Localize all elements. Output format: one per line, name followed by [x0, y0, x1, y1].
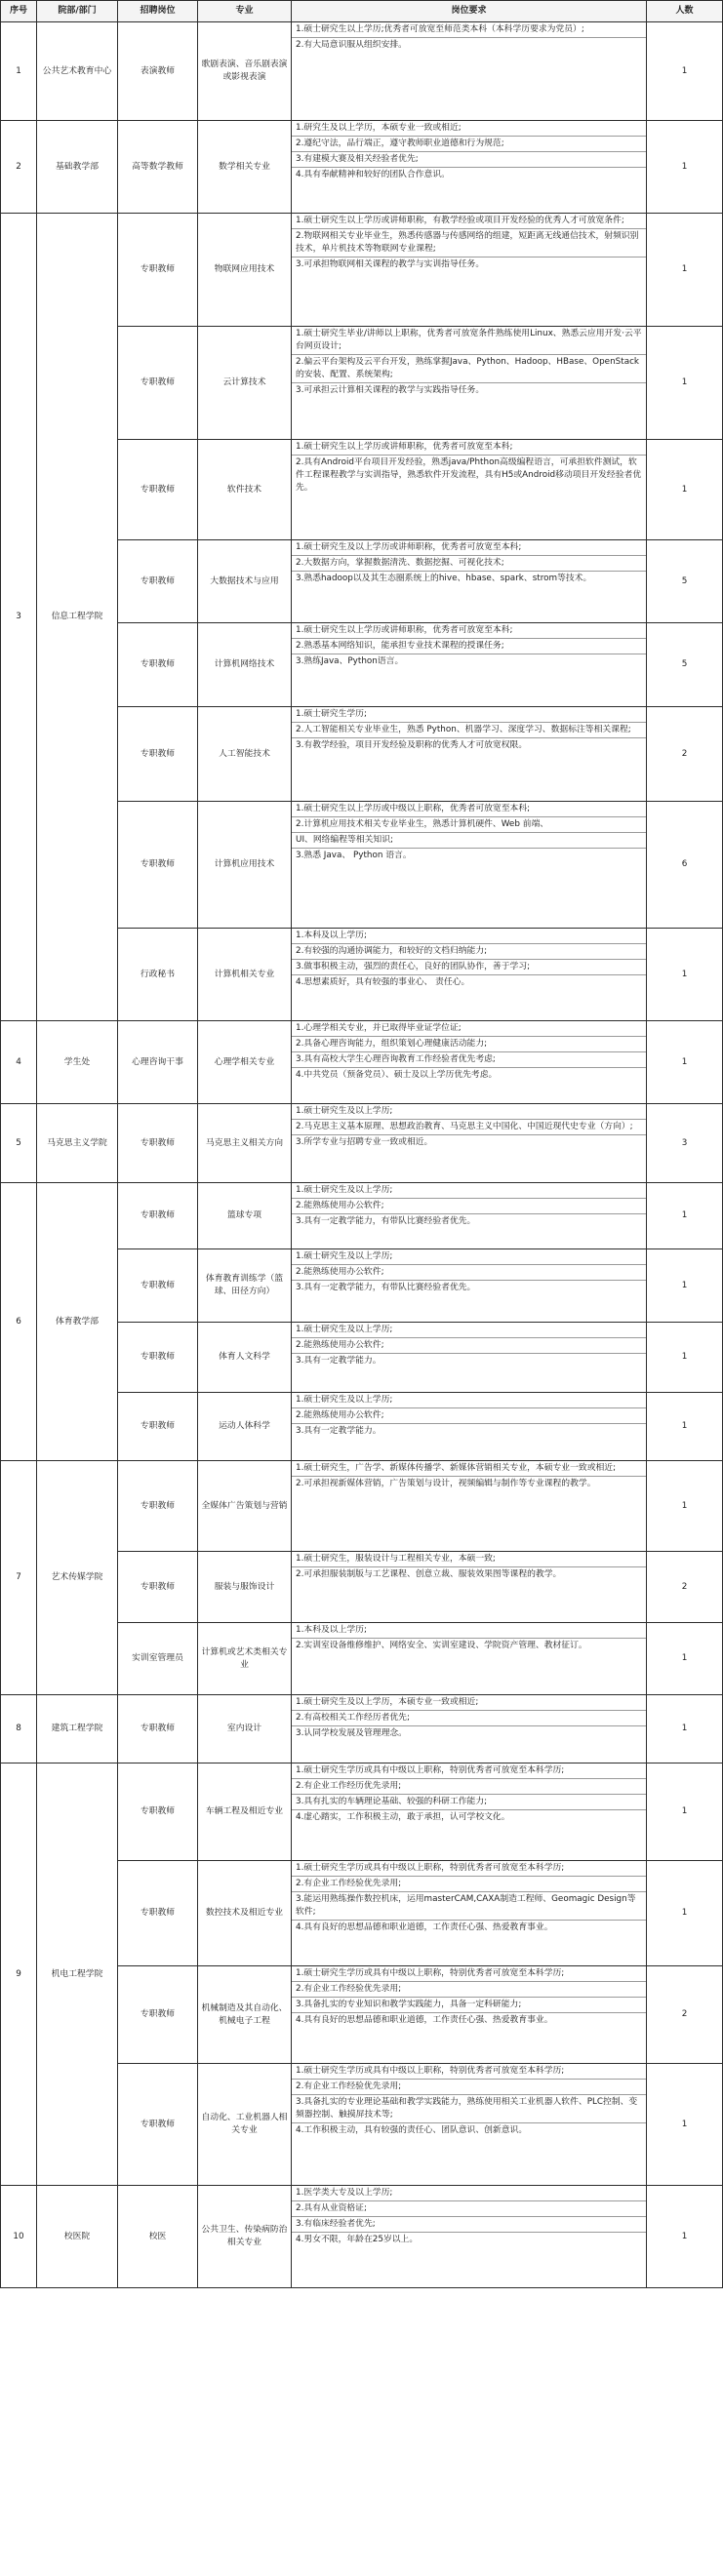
cell-post: 专职教师	[118, 214, 198, 327]
cell-requirements	[292, 214, 647, 327]
cell-post: 专职教师	[118, 1249, 198, 1323]
cell-post: 专职教师	[118, 1764, 198, 1861]
cell-major: 运动人体科学	[198, 1393, 292, 1461]
cell-major: 自动化、工业机器人相关专业	[198, 2064, 292, 2186]
requirement-line: 1.硕士研究生及以上学历;	[292, 1183, 646, 1199]
requirement-line: 1.研究生及以上学历，本硕专业一致或相近;	[292, 121, 646, 137]
requirement-line: 2.有企业工作经历优先录用;	[292, 1779, 646, 1795]
cell-no: 6	[1, 1183, 37, 1461]
cell-major: 马克思主义相关方向	[198, 1104, 292, 1183]
requirement-line: 1.硕士研究生毕业/讲师以上职称，优秀者可放宽条件熟练使用Linux、熟悉云应用开发·云平台网页设计;	[292, 327, 646, 355]
requirement-line: 2.实训室设备维修维护、网络安全、实训室建设、学院资产管理、教材征订。	[296, 1641, 587, 1650]
cell-requirements	[292, 440, 647, 540]
requirement-line: 2.能熟练使用办公软件;	[292, 1408, 646, 1424]
cell-count: 1	[647, 2064, 723, 2186]
requirement-line: 1.硕士研究生学历或具有中级以上职称，特别优秀者可放宽至本科学历;	[292, 1764, 646, 1779]
table-row	[1, 2186, 723, 2288]
cell-no: 2	[1, 121, 37, 214]
requirement-line: 4.男女不限，年龄在25岁以上。	[296, 2235, 419, 2244]
cell-count: 3	[647, 1104, 723, 1183]
requirement-line: UI、网络编程等相关知识;	[292, 833, 646, 849]
requirement-line: 4.中共党员（预备党员）、硕士及以上学历优先考虑。	[296, 1070, 498, 1080]
cell-post: 高等数学教师	[118, 121, 198, 214]
cell-major: 全媒体广告策划与营销	[198, 1461, 292, 1552]
cell-requirements	[292, 1393, 647, 1461]
cell-count: 1	[647, 214, 723, 327]
requirement-line: 2.偏云平台架构及云平台开发，熟练掌握Java、Python、Hadoop、HBase、OpenStack的安装、配置、系统架构;	[292, 355, 646, 383]
requirement-line: 2.具有从业资格证;	[292, 2201, 646, 2217]
requirement-line: 4.思想素质好，具有较强的事业心、 责任心。	[296, 977, 470, 987]
cell-department: 机电工程学院	[37, 1764, 118, 2186]
cell-requirements	[292, 1966, 647, 2064]
cell-requirements	[292, 623, 647, 707]
cell-count: 1	[647, 929, 723, 1021]
table-row	[1, 121, 723, 214]
header-requirements: 岗位要求	[292, 1, 647, 22]
cell-post: 校医	[118, 2186, 198, 2288]
cell-department: 信息工程学院	[37, 214, 118, 1021]
requirement-line: 1.硕士研究生以上学历;优秀者可放宽至师范类本科（本科学历要求为党员）;	[292, 22, 646, 38]
requirement-line: 2.计算机应用技术相关专业毕业生，熟悉计算机硬件、Web 前端、	[292, 817, 646, 833]
cell-count: 1	[647, 1021, 723, 1104]
cell-count: 2	[647, 1552, 723, 1623]
cell-requirements	[292, 327, 647, 440]
requirement-line: 3.认同学校发展及管理理念。	[296, 1728, 407, 1738]
cell-count: 1	[647, 1861, 723, 1966]
cell-count: 1	[647, 1393, 723, 1461]
table-row	[1, 1695, 723, 1764]
cell-no: 10	[1, 2186, 37, 2288]
cell-requirements	[292, 1861, 647, 1966]
requirement-line: 3.所学专业与招聘专业一致或相近。	[296, 1137, 433, 1147]
requirement-line: 1.硕士研究生学历;	[292, 707, 646, 723]
requirement-line: 3.具备扎实的专业理论基础和教学实践能力，熟练使用相关工业机器人软件、PLC控制、变频器控制、触摸屏技术等;	[292, 2095, 646, 2123]
cell-count: 1	[647, 1249, 723, 1323]
cell-post: 实训室管理员	[118, 1623, 198, 1695]
cell-count: 1	[647, 1623, 723, 1695]
cell-requirements	[292, 707, 647, 802]
cell-count: 1	[647, 2186, 723, 2288]
cell-count: 1	[647, 1183, 723, 1249]
requirement-line: 1.硕士研究生以上学历或中级以上职称，优秀者可放宽至本科;	[292, 802, 646, 817]
cell-post: 专职教师	[118, 802, 198, 929]
requirement-line: 1.硕士研究生学历或具有中级以上职称，特别优秀者可放宽至本科学历;	[292, 1861, 646, 1877]
cell-post: 专职教师	[118, 1104, 198, 1183]
requirement-line: 3.具有一定教学能力。	[296, 1426, 382, 1436]
requirement-line: 3.具备扎实的专业知识和教学实践能力，具备一定科研能力;	[292, 1998, 646, 2013]
requirement-line: 2.遵纪守法，品行端正，遵守教师职业道德和行为规范;	[292, 137, 646, 152]
requirement-line: 4.具有良好的思想品德和职业道德，工作责任心强、热爱教育事业。	[296, 1922, 553, 1932]
requirement-line: 1.硕士研究生及以上学历;	[292, 1249, 646, 1265]
requirement-line: 2.有大局意识服从组织安排。	[296, 40, 407, 50]
requirement-line: 1.硕士研究生及以上学历，本硕专业一致或相近;	[292, 1695, 646, 1711]
cell-requirements	[292, 2064, 647, 2186]
table-row	[1, 214, 723, 327]
cell-requirements	[292, 22, 647, 121]
cell-post: 行政秘书	[118, 929, 198, 1021]
cell-department: 学生处	[37, 1021, 118, 1104]
cell-major: 软件技术	[198, 440, 292, 540]
cell-count: 6	[647, 802, 723, 929]
cell-department: 校医院	[37, 2186, 118, 2288]
cell-requirements	[292, 1695, 647, 1764]
cell-major: 体育人文科学	[198, 1323, 292, 1393]
requirement-line: 1.本科及以上学历;	[292, 929, 646, 944]
cell-major: 人工智能技术	[198, 707, 292, 802]
cell-post: 专职教师	[118, 1323, 198, 1393]
requirement-line: 2.具有Android平台项目开发经验，熟悉java/Phthon高级编程语言，可承担软件测试，软件工程课程教学与实训指导，熟悉软件开发流程，具有H5或Android移动项目开发经验者优先。	[296, 457, 642, 493]
cell-major: 云计算技术	[198, 327, 292, 440]
cell-requirements	[292, 1249, 647, 1323]
requirement-line: 2.物联网相关专业毕业生，熟悉传感器与传感网络的组建，短距离无线通信技术，射频识别技术，单片机技术等物联网专业课程;	[292, 229, 646, 258]
cell-major: 数学相关专业	[198, 121, 292, 214]
cell-major: 计算机网络技术	[198, 623, 292, 707]
cell-post: 表演教师	[118, 22, 198, 121]
cell-requirements	[292, 1021, 647, 1104]
requirement-line: 1.硕士研究生及以上学历;	[292, 1393, 646, 1408]
cell-major: 心理学相关专业	[198, 1021, 292, 1104]
requirement-line: 3.熟练Java、Python语言。	[296, 656, 404, 666]
requirement-line: 1.医学类大专及以上学历;	[292, 2186, 646, 2201]
cell-count: 1	[647, 22, 723, 121]
cell-no: 5	[1, 1104, 37, 1183]
cell-count: 1	[647, 1461, 723, 1552]
requirement-line: 2.有高校相关工作经历者优先;	[292, 1711, 646, 1726]
table-row	[1, 1183, 723, 1249]
table-body	[1, 22, 723, 2288]
cell-post: 专职教师	[118, 707, 198, 802]
cell-requirements	[292, 802, 647, 929]
table-row	[1, 1021, 723, 1104]
cell-requirements	[292, 1623, 647, 1695]
cell-post: 专职教师	[118, 1861, 198, 1966]
table-row	[1, 1461, 723, 1552]
cell-count: 1	[647, 1695, 723, 1764]
requirement-line: 1.本科及以上学历;	[292, 1623, 646, 1639]
requirement-line: 2.可承担服装制版与工艺课程、创意立裁、服装效果图等课程的教学。	[296, 1569, 562, 1579]
cell-count: 1	[647, 121, 723, 214]
cell-no: 7	[1, 1461, 37, 1695]
requirement-line: 2.有企业工作经验优先录用;	[292, 1982, 646, 1998]
cell-requirements	[292, 1183, 647, 1249]
requirement-line: 3.能运用熟练操作数控机床，运用masterCAM,CAXA制造工程师、Geomagic Design等软件;	[292, 1892, 646, 1921]
header-no: 序号	[1, 1, 37, 22]
requirement-line: 3.有教学经验，项目开发经验及职称的优秀人才可放宽权限。	[296, 740, 528, 750]
cell-post: 专职教师	[118, 1461, 198, 1552]
requirement-line: 3.有建模大赛及相关经验者优先;	[292, 152, 646, 168]
requirement-line: 3.具有高校大学生心理咨询教育工作经验者优先考虑;	[292, 1052, 646, 1068]
cell-major: 计算机相关专业	[198, 929, 292, 1021]
requirement-line: 4.虚心踏实，工作积极主动，敢于承担，认可学校文化。	[296, 1812, 510, 1822]
requirement-line: 3.具有一定教学能力。	[296, 1356, 382, 1366]
cell-post: 专职教师	[118, 440, 198, 540]
cell-requirements	[292, 540, 647, 623]
requirement-line: 1.硕士研究生及以上学历或讲师职称，优秀者可放宽至本科;	[292, 540, 646, 556]
requirement-line: 4.具有良好的思想品德和职业道德，工作责任心强、热爱教育事业。	[296, 2015, 553, 2025]
requirement-line: 2.能熟练使用办公软件;	[292, 1338, 646, 1354]
cell-major: 公共卫生、传染病防治相关专业	[198, 2186, 292, 2288]
cell-major: 篮球专项	[198, 1183, 292, 1249]
cell-count: 1	[647, 440, 723, 540]
cell-major: 室内设计	[198, 1695, 292, 1764]
header-dept: 院部/部门	[37, 1, 118, 22]
requirement-line: 2.大数据方向，掌握数据清洗、数据挖掘、可视化技术;	[292, 556, 646, 572]
requirement-line: 3.做事积极主动，强烈的责任心，良好的团队协作，善于学习;	[292, 960, 646, 975]
cell-major: 车辆工程及相近专业	[198, 1764, 292, 1861]
cell-department: 公共艺术教育中心	[37, 22, 118, 121]
cell-requirements	[292, 121, 647, 214]
requirement-line: 2.人工智能相关专业毕业生，熟悉 Python、机器学习、深度学习、数据标注等相关课程;	[292, 723, 646, 738]
requirement-line: 2.能熟练使用办公软件;	[292, 1265, 646, 1281]
cell-major: 大数据技术与应用	[198, 540, 292, 623]
cell-major: 物联网应用技术	[198, 214, 292, 327]
cell-major: 体育教育训练学（篮球、田径方向）	[198, 1249, 292, 1323]
cell-count: 1	[647, 1764, 723, 1861]
cell-no: 1	[1, 22, 37, 121]
table-row	[1, 1104, 723, 1183]
requirement-line: 4.工作积极主动，具有较强的责任心、团队意识、创新意识。	[296, 2125, 528, 2135]
requirement-line: 1.硕士研究生以上学历或讲师职称，优秀者可放宽至本科;	[292, 440, 646, 456]
requirement-line: 1.硕士研究生及以上学历;	[292, 1323, 646, 1338]
header-major: 专业	[198, 1, 292, 22]
cell-major: 歌剧表演、音乐剧表演或影视表演	[198, 22, 292, 121]
cell-post: 专职教师	[118, 1695, 198, 1764]
requirement-line: 3.具有扎实的车辆理论基础、较强的科研工作能力;	[292, 1795, 646, 1810]
cell-department: 基础教学部	[37, 121, 118, 214]
cell-post: 专职教师	[118, 327, 198, 440]
requirement-line: 2.有企业工作经验优先录用;	[292, 1877, 646, 1892]
cell-department: 体育教学部	[37, 1183, 118, 1461]
cell-count: 5	[647, 623, 723, 707]
cell-requirements	[292, 1323, 647, 1393]
requirement-line: 1.硕士研究生以上学历或讲师职称，优秀者可放宽至本科;	[292, 623, 646, 639]
requirement-line: 1.硕士研究生，服装设计与工程相关专业，本硕一致;	[292, 1552, 646, 1567]
cell-requirements	[292, 1764, 647, 1861]
requirement-line: 3.有临床经验者优先;	[292, 2217, 646, 2233]
cell-no: 4	[1, 1021, 37, 1104]
requirement-line: 2.马克思主义基本原理、思想政治教育、马克思主义中国化、中国近现代史专业（方向）;	[292, 1120, 646, 1135]
cell-requirements	[292, 929, 647, 1021]
cell-major: 机械制造及其自动化、机械电子工程	[198, 1966, 292, 2064]
requirement-line: 3.熟悉 Java、 Python 语言。	[296, 851, 412, 860]
table-row	[1, 22, 723, 121]
requirement-line: 3.可承担云计算相关课程的教学与实践指导任务。	[296, 385, 485, 395]
table-header-row	[1, 1, 723, 22]
requirement-line: 1.硕士研究生及以上学历;	[292, 1104, 646, 1120]
requirement-line: 3.熟悉hadoop以及其生态圈系统上的hive、hbase、spark、strom等技术。	[296, 574, 592, 583]
requirement-line: 2.能熟练使用办公软件;	[292, 1199, 646, 1214]
cell-department: 马克思主义学院	[37, 1104, 118, 1183]
cell-department: 建筑工程学院	[37, 1695, 118, 1764]
header-count: 人数	[647, 1, 723, 22]
cell-major: 计算机应用技术	[198, 802, 292, 929]
cell-no: 8	[1, 1695, 37, 1764]
cell-requirements	[292, 1104, 647, 1183]
cell-count: 5	[647, 540, 723, 623]
cell-post: 专职教师	[118, 1966, 198, 2064]
table-row	[1, 1764, 723, 1861]
requirement-line: 3.具有一定教学能力，有带队比赛经验者优先。	[296, 1216, 476, 1226]
requirement-line: 2.有企业工作经验优先录用;	[292, 2080, 646, 2095]
cell-post: 专职教师	[118, 1552, 198, 1623]
cell-post: 专职教师	[118, 540, 198, 623]
cell-department: 艺术传媒学院	[37, 1461, 118, 1695]
cell-post: 专职教师	[118, 1393, 198, 1461]
cell-requirements	[292, 2186, 647, 2288]
cell-requirements	[292, 1461, 647, 1552]
requirement-line: 1.心理学相关专业，并已取得毕业证学位证;	[292, 1021, 646, 1037]
requirement-line: 2.可承担视新媒体营销，广告策划与设计，视频编辑与制作等专业课程的教学。	[296, 1479, 596, 1488]
requirement-line: 4.具有奉献精神和较好的团队合作意识。	[296, 170, 450, 179]
requirement-line: 2.具备心理咨询能力，组织策划心理健康活动能力;	[292, 1037, 646, 1052]
requirement-line: 1.硕士研究生学历或具有中级以上职称，特别优秀者可放宽至本科学历;	[292, 2064, 646, 2080]
cell-no: 3	[1, 214, 37, 1021]
header-post: 招聘岗位	[118, 1, 198, 22]
cell-requirements	[292, 1552, 647, 1623]
requirement-line: 1.硕士研究生，广告学、新媒体传播学、新媒体营销相关专业，本硕专业一致或相近;	[292, 1461, 646, 1477]
cell-major: 数控技术及相近专业	[198, 1861, 292, 1966]
cell-post: 专职教师	[118, 2064, 198, 2186]
requirement-line: 2.熟悉基本网络知识，能承担专业技术课程的授课任务;	[292, 639, 646, 654]
cell-no: 9	[1, 1764, 37, 2186]
cell-post: 专职教师	[118, 623, 198, 707]
requirement-line: 3.可承担物联网相关课程的教学与实训指导任务。	[296, 259, 485, 269]
requirement-line: 2.有较强的沟通协调能力，和较好的文档归纳能力;	[292, 944, 646, 960]
requirement-line: 3.具有一定教学能力，有带队比赛经验者优先。	[296, 1283, 476, 1292]
cell-count: 2	[647, 1966, 723, 2064]
cell-count: 1	[647, 327, 723, 440]
cell-major: 计算机或艺术类相关专业	[198, 1623, 292, 1695]
requirement-line: 1.硕士研究生以上学历或讲师职称，有教学经验或项目开发经验的优秀人才可放宽条件;	[292, 214, 646, 229]
cell-count: 2	[647, 707, 723, 802]
requirement-line: 1.硕士研究生学历或具有中级以上职称，特别优秀者可放宽至本科学历;	[292, 1966, 646, 1982]
cell-post: 专职教师	[118, 1183, 198, 1249]
cell-count: 1	[647, 1323, 723, 1393]
cell-major: 服装与服饰设计	[198, 1552, 292, 1623]
cell-post: 心理咨询干事	[118, 1021, 198, 1104]
